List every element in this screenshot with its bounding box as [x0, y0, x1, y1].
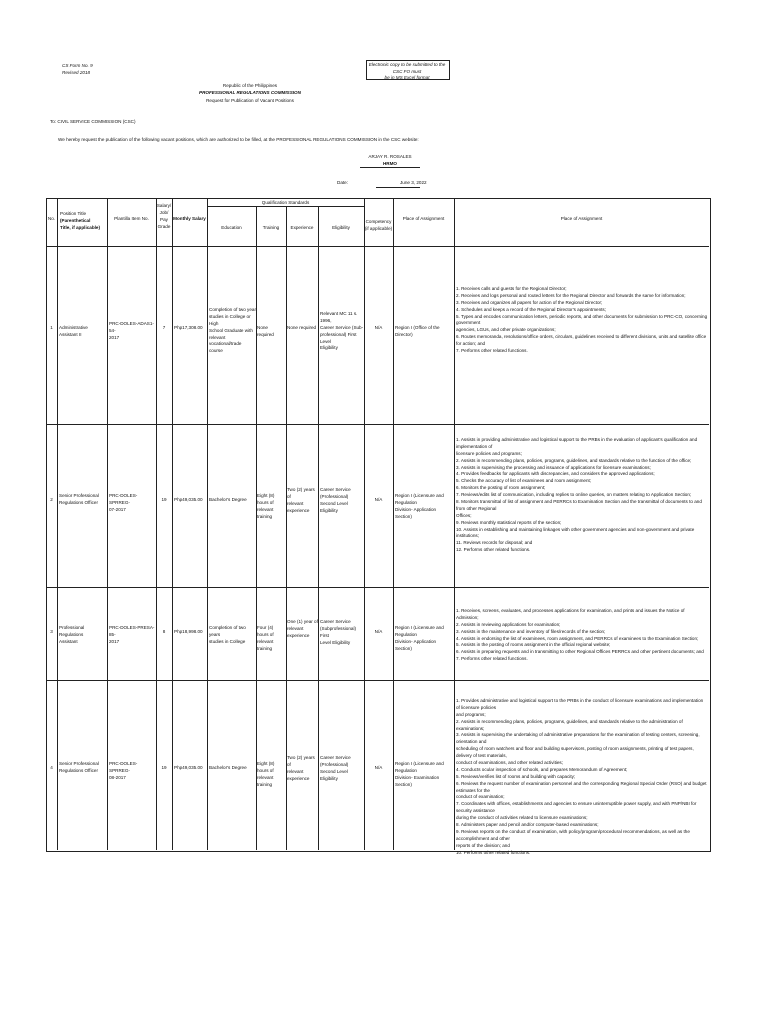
- row-plantilla-item: PRC-DOLES-SPRREG- 07-2017: [109, 493, 138, 512]
- col-header-eligibility: Eligibility: [332, 225, 350, 230]
- date-line: [376, 187, 420, 188]
- col-header-monthly-salary: Monthly Salary: [173, 216, 206, 221]
- col-header-qualification: Qualification Standards: [261, 200, 310, 205]
- row-experience: Two (2) years of relevant experience: [287, 755, 315, 781]
- col-header-position-title: Position Title (Parenthetical Title, if applicable): [60, 211, 100, 230]
- row-plantilla-item: PRC-DOLES-PRESA-85- 2017: [109, 625, 155, 644]
- col-header-position-title-parenthetical: (Parenthetical Title, if applicable): [60, 217, 100, 230]
- row-place-of-assignment: Region I (Licensure and Regulation Division- Application Section): [395, 625, 444, 651]
- row-position-title: Professional Regulations Assistant: [59, 625, 85, 644]
- row-education: Completion of two years studies in College: [209, 625, 246, 644]
- row-no: 4: [50, 765, 53, 770]
- row-experience: None required: [287, 325, 317, 330]
- row-education: Bachelor's Degree: [209, 765, 247, 770]
- agency-name: PROFESSIONAL REGULATIONS COMMISSION: [199, 90, 301, 95]
- form-number: CS Form No. 9: [62, 63, 93, 68]
- row-no: 3: [50, 629, 53, 634]
- date-label: Date:: [337, 180, 348, 185]
- col-header-no: No.: [47, 216, 56, 221]
- row-salary-grade: 19: [161, 765, 167, 770]
- row-training: Eight (8) hours of relevant training: [257, 761, 275, 787]
- col-header-place-of-assignment-2: Place of Assignment: [560, 216, 603, 221]
- col-header-salary-grade: Salary/ Job/ Pay Grade: [156, 203, 172, 229]
- row-place-of-assignment: Region I (Licensure and Regulation Division- Examination Section): [395, 761, 444, 787]
- row-competency: N/A: [374, 497, 383, 502]
- row-place-of-assignment: Region I (Licensure and Regulation Division- Application Section): [395, 493, 444, 519]
- form-revised: Revised 2018: [62, 70, 91, 75]
- row-duties: 1. Receives calls and guests for the Regional Director; 2. Receives and logs personal and routed letters for the Regional Director and forwards the same for information; 3. Receives and organizes all papers for action of the Regional Director; 4. Schedules and keeps a record of the Regional Director's appointments; 5. Types and encodes communication letters, periodic reports, and other documents for submission to PRC-CO, concerning government agencies, LGUs, and other private organizations; 6. Routes memoranda, resolutions/office orders, circulars, guidelines received to different divisions, units and satellite office for action; and 7. Performs other related functions.: [456, 286, 708, 354]
- row-plantilla-item: PRC-DOLES-ADAS1-54- 2017: [109, 321, 154, 340]
- row-duties: 1. Provides administrative and logistical support to the PRBs in the conduct of licensure examinations and implementation of licensure policies and programs; 2. Assists in recommending plans, policies, programs, guidelines, and standards relative to the administration of examinations; 3. Assists in supervising the undertaking of administrative preparations for the examination of testing centers, screening, orientation and scheduling of room watchers and floor and building supervisors, posting of room assignments, printing of test papers, delivery of test materials, conduct of examinations, and other related activities; 4. Conducts ocular inspection of schools, and prepares Memorandum of Agreement; 5. Reviews/verifies list of rooms and building with capacity; 6. Reviews the request number of examination personnel and the corresponding Regional Special Order (RSO) and budget estimates for the conduct of examination; 7. Coordinates with offices, establishments and agencies to ensure uninterruptible power supply, and with PNP/NBI for security assistance during the conduct of activities related to licensure examinations; 8. Administers paper and pencil and/or computer-based examinations; 9. Reviews reports on the conduct of examination, with policy/program/procedural recommendations, as well as the accomplishment and other reports of the division; and 10. Performs other related functions.: [456, 698, 707, 855]
- republic-heading: Republic of the Philippines: [222, 83, 278, 88]
- row-competency: N/A: [374, 325, 383, 330]
- row-position-title: Administrative Assistant II: [59, 325, 88, 337]
- row-monthly-salary: Php49,035.00: [174, 497, 203, 502]
- signatory-name: ARJAY R. ROSALES: [368, 154, 412, 159]
- row-training: None required: [257, 325, 274, 337]
- row-duties: 1. Assists in providing administrative and logistical support to the PRBs in the evaluation of applicant's qualification and implementation of licensure policies and programs; 2. Assists in recommending plans, policies, programs, guidelines, and standards relative to the function of the office; 3. Assists in supervising the processing and issuance of applications for licensure examinations; 4. Provides feedbacks for applicants with discrepancies, and considers the approved applications; 5. Checks the accuracy of list of examinees and room assignment; 6. Monitors the posting of room assignment; 7. Reviews/edits list of communication, including replies to online queries, on matters relating to Application Section; 8. Monitors transmittal of list of assignment and PERRCs to Examination Section and the transmittal of documents to and from other Regional Offices; 9. Reviews monthly statistical reports of the section; 10. Assists in establishing and maintaining linkages with other government agencies and non-government and private institutions; 11. Reviews records for disposal; and 12. Performs other related functions.: [456, 437, 702, 553]
- intro-text: We hereby request the publication of the following vacant positions, which are authorized to be filled, at the PROFESSIONAL REGULATIONS COMMISSION in the CSC website:: [58, 137, 419, 142]
- col-header-training: Training: [262, 225, 280, 230]
- row-no: 2: [50, 497, 53, 502]
- col-header-education: Education: [221, 225, 242, 230]
- row-training: Four (4) hours of relevant training: [257, 625, 274, 651]
- col-header-place-of-assignment: Place of Assignment: [402, 216, 445, 221]
- addressee: To: CIVIL SERVICE COMMISSION (CSC): [50, 119, 136, 124]
- row-monthly-salary: Php18,998.00: [174, 629, 203, 634]
- row-salary-grade: 19: [161, 497, 167, 502]
- row-competency: N/A: [374, 629, 383, 634]
- row-eligibility: Career Service (Professional) Second Level Eligibility: [320, 487, 351, 513]
- row-education: Completion of two year studies in College or High School Graduate with relevant vocational/trade course: [209, 307, 256, 354]
- row-place-of-assignment: Region I (Office of the Director): [395, 325, 440, 337]
- row-no: 1: [50, 325, 53, 330]
- row-monthly-salary: Php49,035.00: [174, 765, 203, 770]
- col-header-experience: Experience: [290, 225, 314, 230]
- row-eligibility: Career Service (Subprofessional) First Level Eligibility: [320, 619, 357, 645]
- row-education: Bachelor's Degree: [209, 497, 247, 502]
- row-salary-grade: 8: [162, 629, 166, 634]
- row-duties: 1. Receives, screens, evaluates, and processes applications for examination, and prints and issues the Notice of Admission; 2. Assists in reviewing applications for examination; 3. Assists in the maintenance and inventory of files/records of the section; 4. Assists in endorsing the list of examinees, room assignment, and PERRCs of examinees to the Examination Section; 5. Assists in the posting of rooms assignment in the official regional website; 6. Assists in preparing requests and in transmitting to other Regional Offices PERRCs and other pertinent documents; and 7. Performs other related functions.: [456, 608, 704, 662]
- row-eligibility: Relevant MC 11 s. 1996, Career Service (Sub- professional) First Level Eligibility: [320, 311, 364, 351]
- row-competency: N/A: [374, 765, 383, 770]
- date-value: June 3, 2022: [400, 180, 427, 185]
- col-header-competency: Competency (if applicable): [364, 219, 393, 231]
- row-position-title: Senior Professional Regulations Officer: [59, 761, 99, 773]
- col-header-plantilla: Plantilla Item No.: [114, 216, 149, 221]
- row-salary-grade: 7: [162, 325, 166, 330]
- electronic-copy-note: Electronic copy to be submitted to the CSC FO must be in MS Excel format: [368, 62, 446, 81]
- row-plantilla-item: PRC-DOLES-SPRREG- 08-2017: [109, 761, 138, 780]
- signatory-title: HRMO: [382, 161, 398, 166]
- row-experience: One (1) year of relevant experience: [287, 619, 318, 638]
- row-monthly-salary: Php17,308.00: [174, 325, 203, 330]
- request-title: Request for Publication of Vacant Positions: [206, 98, 294, 103]
- row-eligibility: Career Service (Professional) Second Level Eligibility: [320, 755, 351, 781]
- row-experience: Two (2) years of relevant experience: [287, 487, 315, 513]
- row-training: Eight (8) hours of relevant training: [257, 493, 275, 519]
- row-position-title: Senior Professional Regulations Officer: [59, 493, 99, 505]
